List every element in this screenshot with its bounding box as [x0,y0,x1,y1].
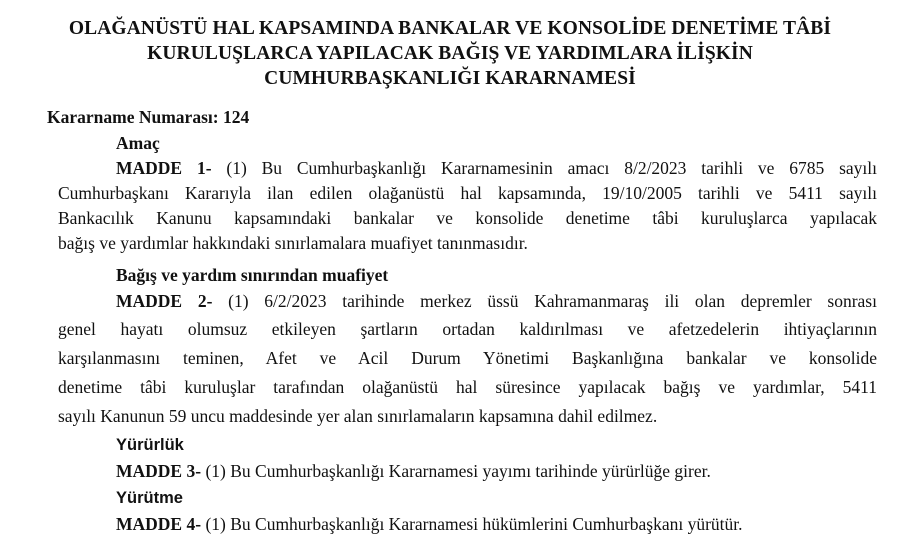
article-1-line-2: Cumhurbaşkanı Kararıyla ilan edilen olağanüstü hal kapsamında, 19/10/2005 tarihli ve 5411 sayılı [58,183,877,203]
decree-number [47,106,249,128]
article-3-text: (1) Bu Cumhurbaşkanlığı Kararnamesi yayımı tarihinde yürürlüğe girer. [201,461,711,481]
document-title-line-1: OLAĞANÜSTÜ HAL KAPSAMINDA BANKALAR VE KONSOLİDE DENETİME TÂBİ [68,18,832,39]
article-4-line-1 [116,513,743,535]
article-4-label: MADDE 4- [116,514,202,534]
article-2-line-4: denetime tâbi kuruluşlar tarafından olağanüstü hal süresince yapılacak bağış ve yardımlar, 5411 [58,377,877,397]
section-heading-yurutme: Yürütme [116,489,183,507]
article-3-line-1 [116,460,711,482]
article-2-text-1: (1) 6/2/2023 tarihinde merkez üssü Kahramanmaraş ili olan depremler sonrası [212,291,877,311]
document-title-line-2: KURULUŞLARCA YAPILACAK BAĞIŞ VE YARDIMLARA İLİŞKİN [147,43,753,64]
article-2-line-3: karşılanmasını teminen, Afet ve Acil Durum Yönetimi Başkanlığına bankalar ve konsolide [58,348,877,368]
section-heading-yururluk: Yürürlük [116,436,184,454]
decree-number-label: Kararname Numarası: [47,107,219,127]
article-2-line-2: genel hayatı olumsuz etkileyen şartların ortadan kaldırılması ve afetzedelerin ihtiyaçlarının [58,319,877,339]
article-1-text-1: (1) Bu Cumhurbaşkanlığı Kararnamesinin amacı 8/2/2023 tarihli ve 6785 sayılı [211,158,878,178]
article-2-label: MADDE 2- [116,291,213,311]
decree-number-value: 124 [222,107,250,127]
article-1-label: MADDE 1- [116,158,212,178]
section-heading-muafiyet: Bağış ve yardım sınırından muafiyet [116,265,389,285]
article-2-line-5: sayılı Kanunun 59 uncu maddesinde yer alan sınırlamaların kapsamına dahil edilmez. [58,406,658,426]
section-heading-amac: Amaç [116,133,160,153]
article-1-line-1 [116,157,877,179]
article-1-line-3: Bankacılık Kanunu kapsamındaki bankalar ve konsolide denetime tâbi kuruluşlarca yapılacak [58,208,877,228]
article-2-line-1 [116,290,877,312]
article-3-label: MADDE 3- [116,461,202,481]
article-1-line-4: bağış ve yardımlar hakkındaki sınırlamalara muafiyet tanınmasıdır. [58,233,528,253]
document-title-line-3: CUMHURBAŞKANLIĞI KARARNAMESİ [264,68,636,89]
article-4-text: (1) Bu Cumhurbaşkanlığı Kararnamesi hükümlerini Cumhurbaşkanı yürütür. [201,514,743,534]
